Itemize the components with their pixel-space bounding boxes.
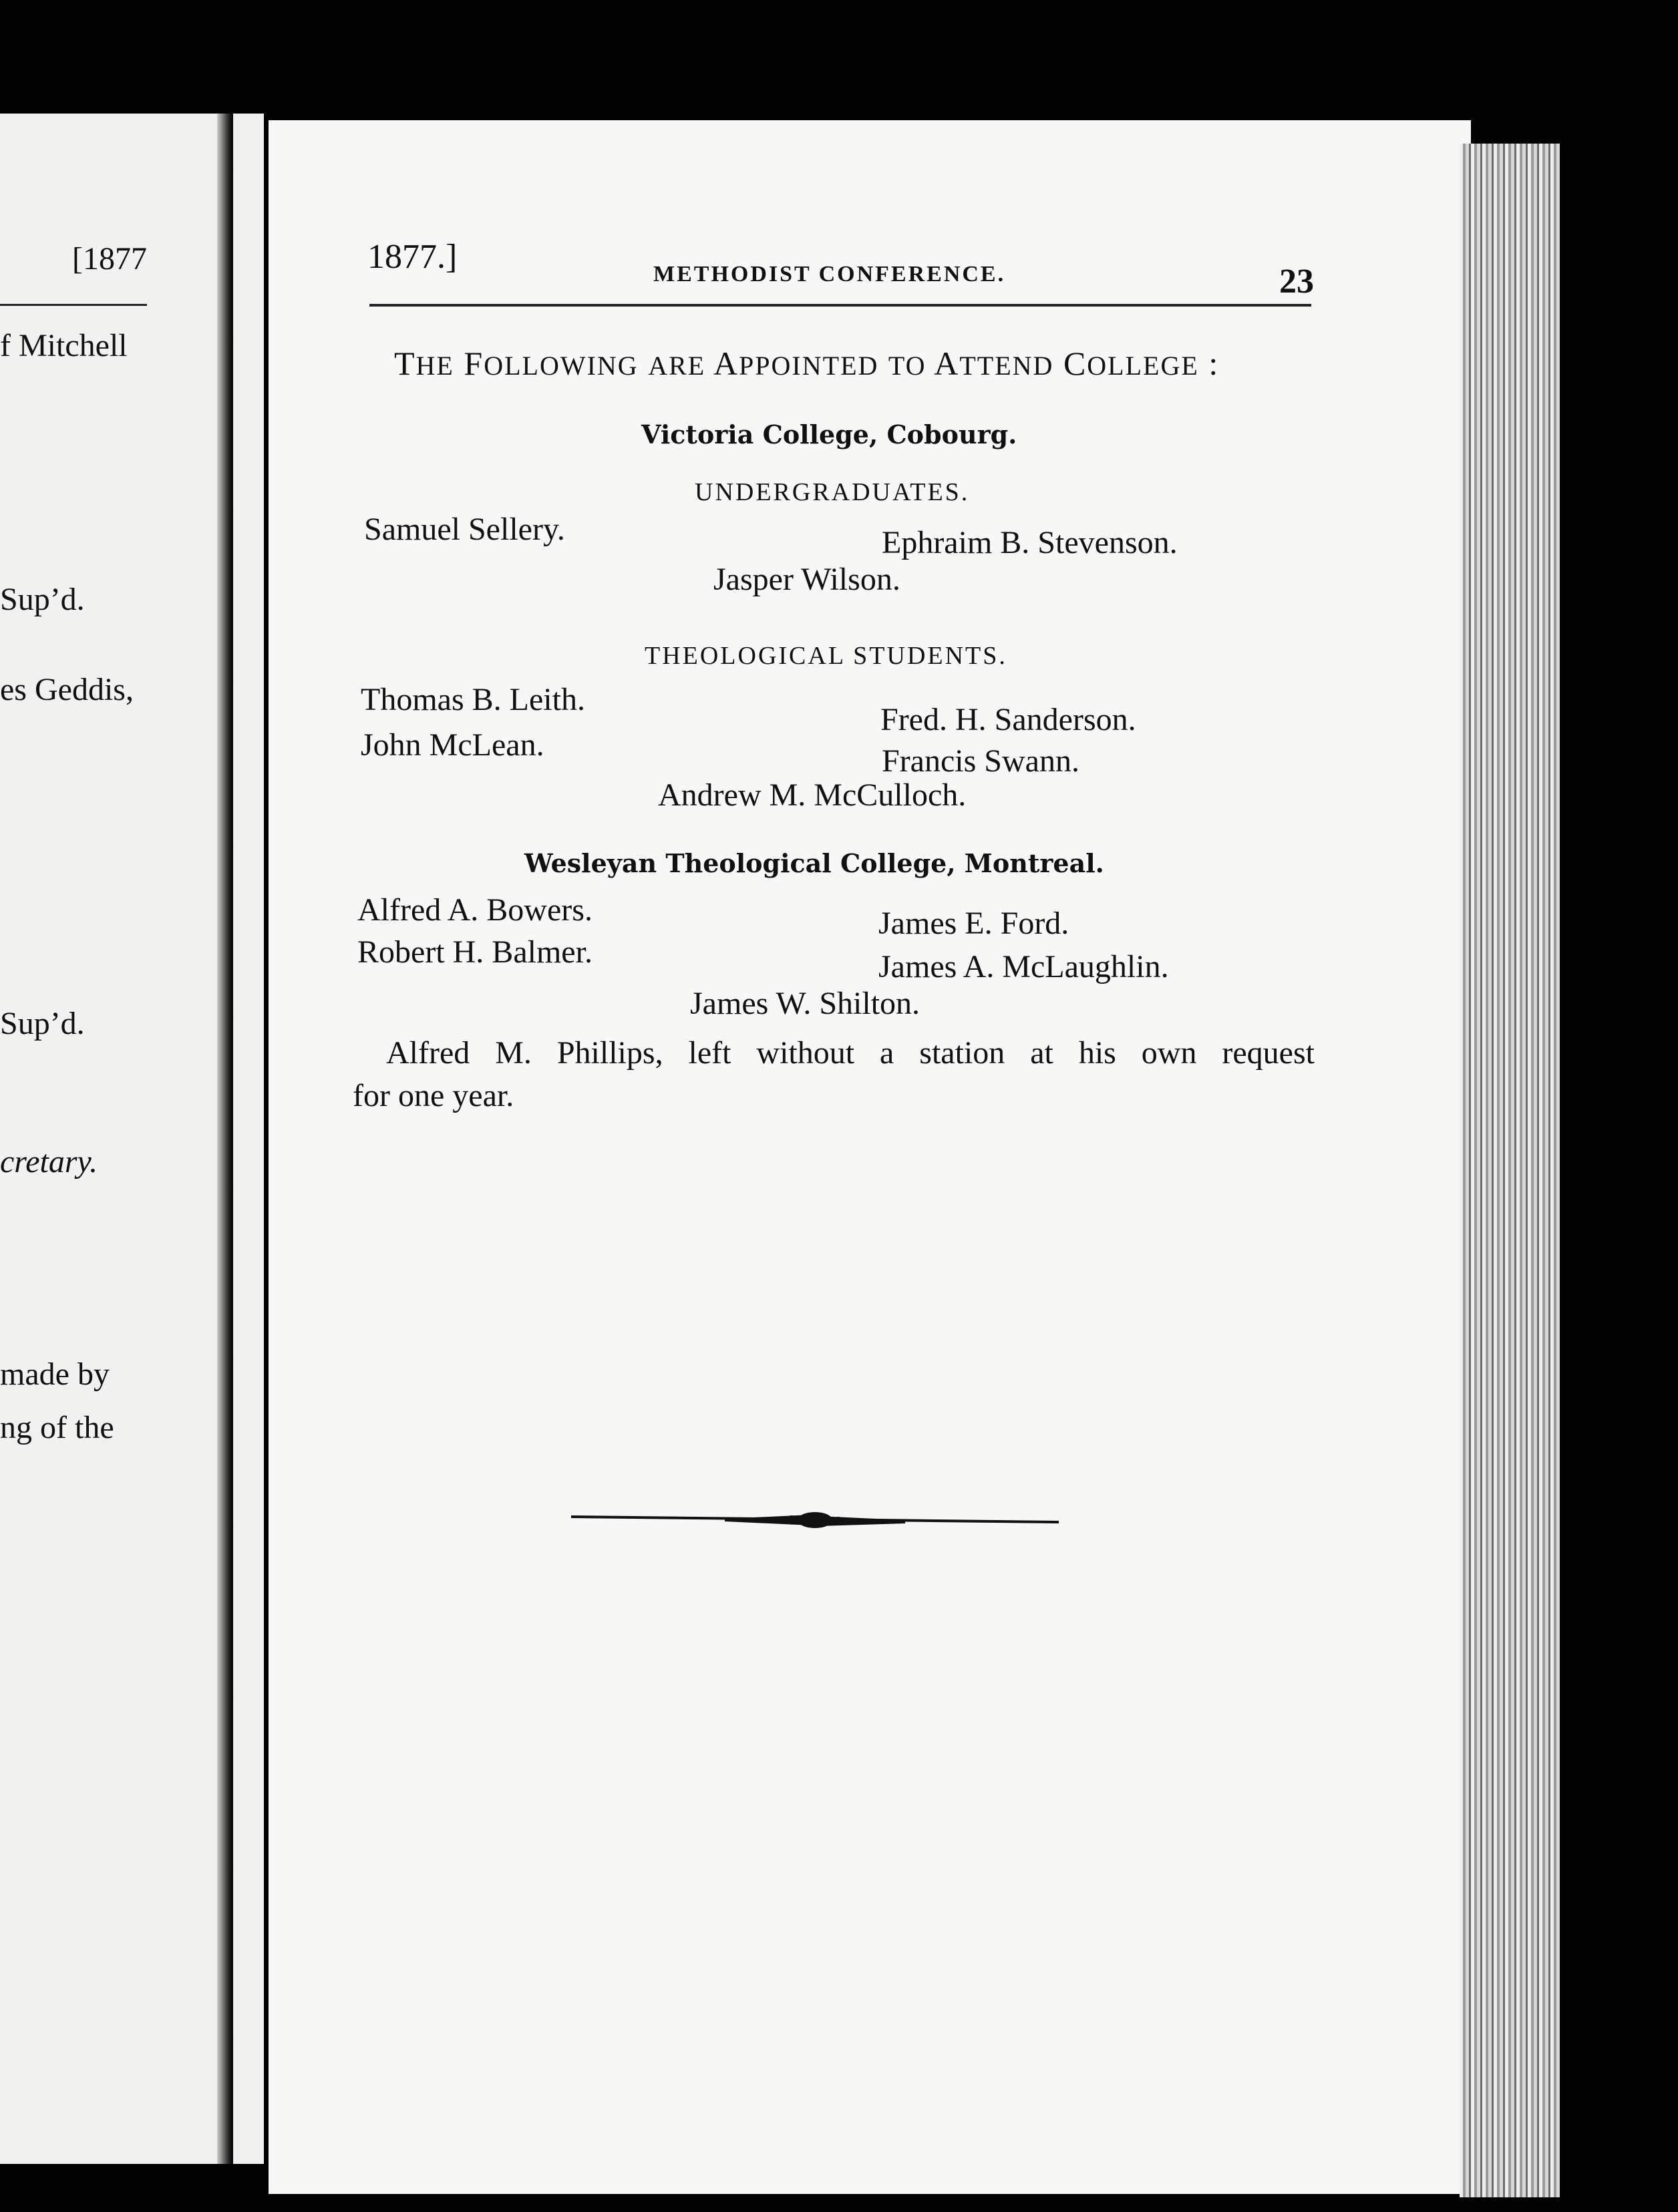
student-name: James W. Shilton. — [690, 986, 920, 1021]
student-name: Samuel Sellery. — [364, 512, 565, 547]
left-page-year: [1877 — [72, 241, 147, 276]
left-page-gutter-shadow — [217, 114, 233, 2164]
wesleyan-college-title: Wesleyan Theological College, Montreal. — [524, 848, 1104, 878]
page-number: 23 — [1279, 262, 1314, 301]
left-page-line: made by — [0, 1356, 110, 1392]
student-name: James A. McLaughlin. — [878, 949, 1169, 984]
undergraduates-label: UNDERGRADUATES. — [695, 478, 970, 506]
main-heading: THE FOLLOWING ARE APPOINTED TO ATTEND COLLEGE : — [394, 345, 1220, 382]
left-page-line: es Geddis, — [0, 672, 134, 707]
student-name: Andrew M. McCulloch. — [658, 777, 967, 813]
left-page-line: Sup’d. — [0, 1006, 85, 1041]
left-page-line: cretary. — [0, 1144, 98, 1179]
student-name: John McLean. — [361, 727, 544, 763]
tailpiece-ornament — [571, 1506, 1059, 1539]
student-name: Jasper Wilson. — [713, 562, 900, 597]
student-name: Thomas B. Leith. — [361, 682, 585, 717]
page-edges — [1460, 144, 1560, 2197]
left-page-line: ng of the — [0, 1410, 114, 1445]
student-name: Francis Swann. — [882, 743, 1079, 779]
student-name: Fred. H. Sanderson. — [880, 702, 1136, 737]
victoria-college-title: Victoria College, Cobourg. — [641, 419, 1017, 449]
left-page-line: Sup’d. — [0, 582, 85, 617]
left-page-line: f Mitchell — [0, 328, 128, 363]
left-page-header-rule — [0, 304, 147, 306]
running-head-year: 1877.] — [367, 238, 458, 276]
running-head-title: METHODIST CONFERENCE. — [653, 262, 1006, 287]
header-rule — [369, 304, 1311, 307]
student-name: Ephraim B. Stevenson. — [882, 525, 1178, 560]
student-name: James E. Ford. — [878, 906, 1069, 941]
note-paragraph: Alfred M. Phillips, left without a station at his own request for one year. — [353, 1035, 1315, 1113]
student-name: Alfred A. Bowers. — [357, 892, 593, 928]
student-name: Robert H. Balmer. — [357, 934, 593, 970]
theological-students-label: THEOLOGICAL STUDENTS. — [645, 642, 1007, 670]
